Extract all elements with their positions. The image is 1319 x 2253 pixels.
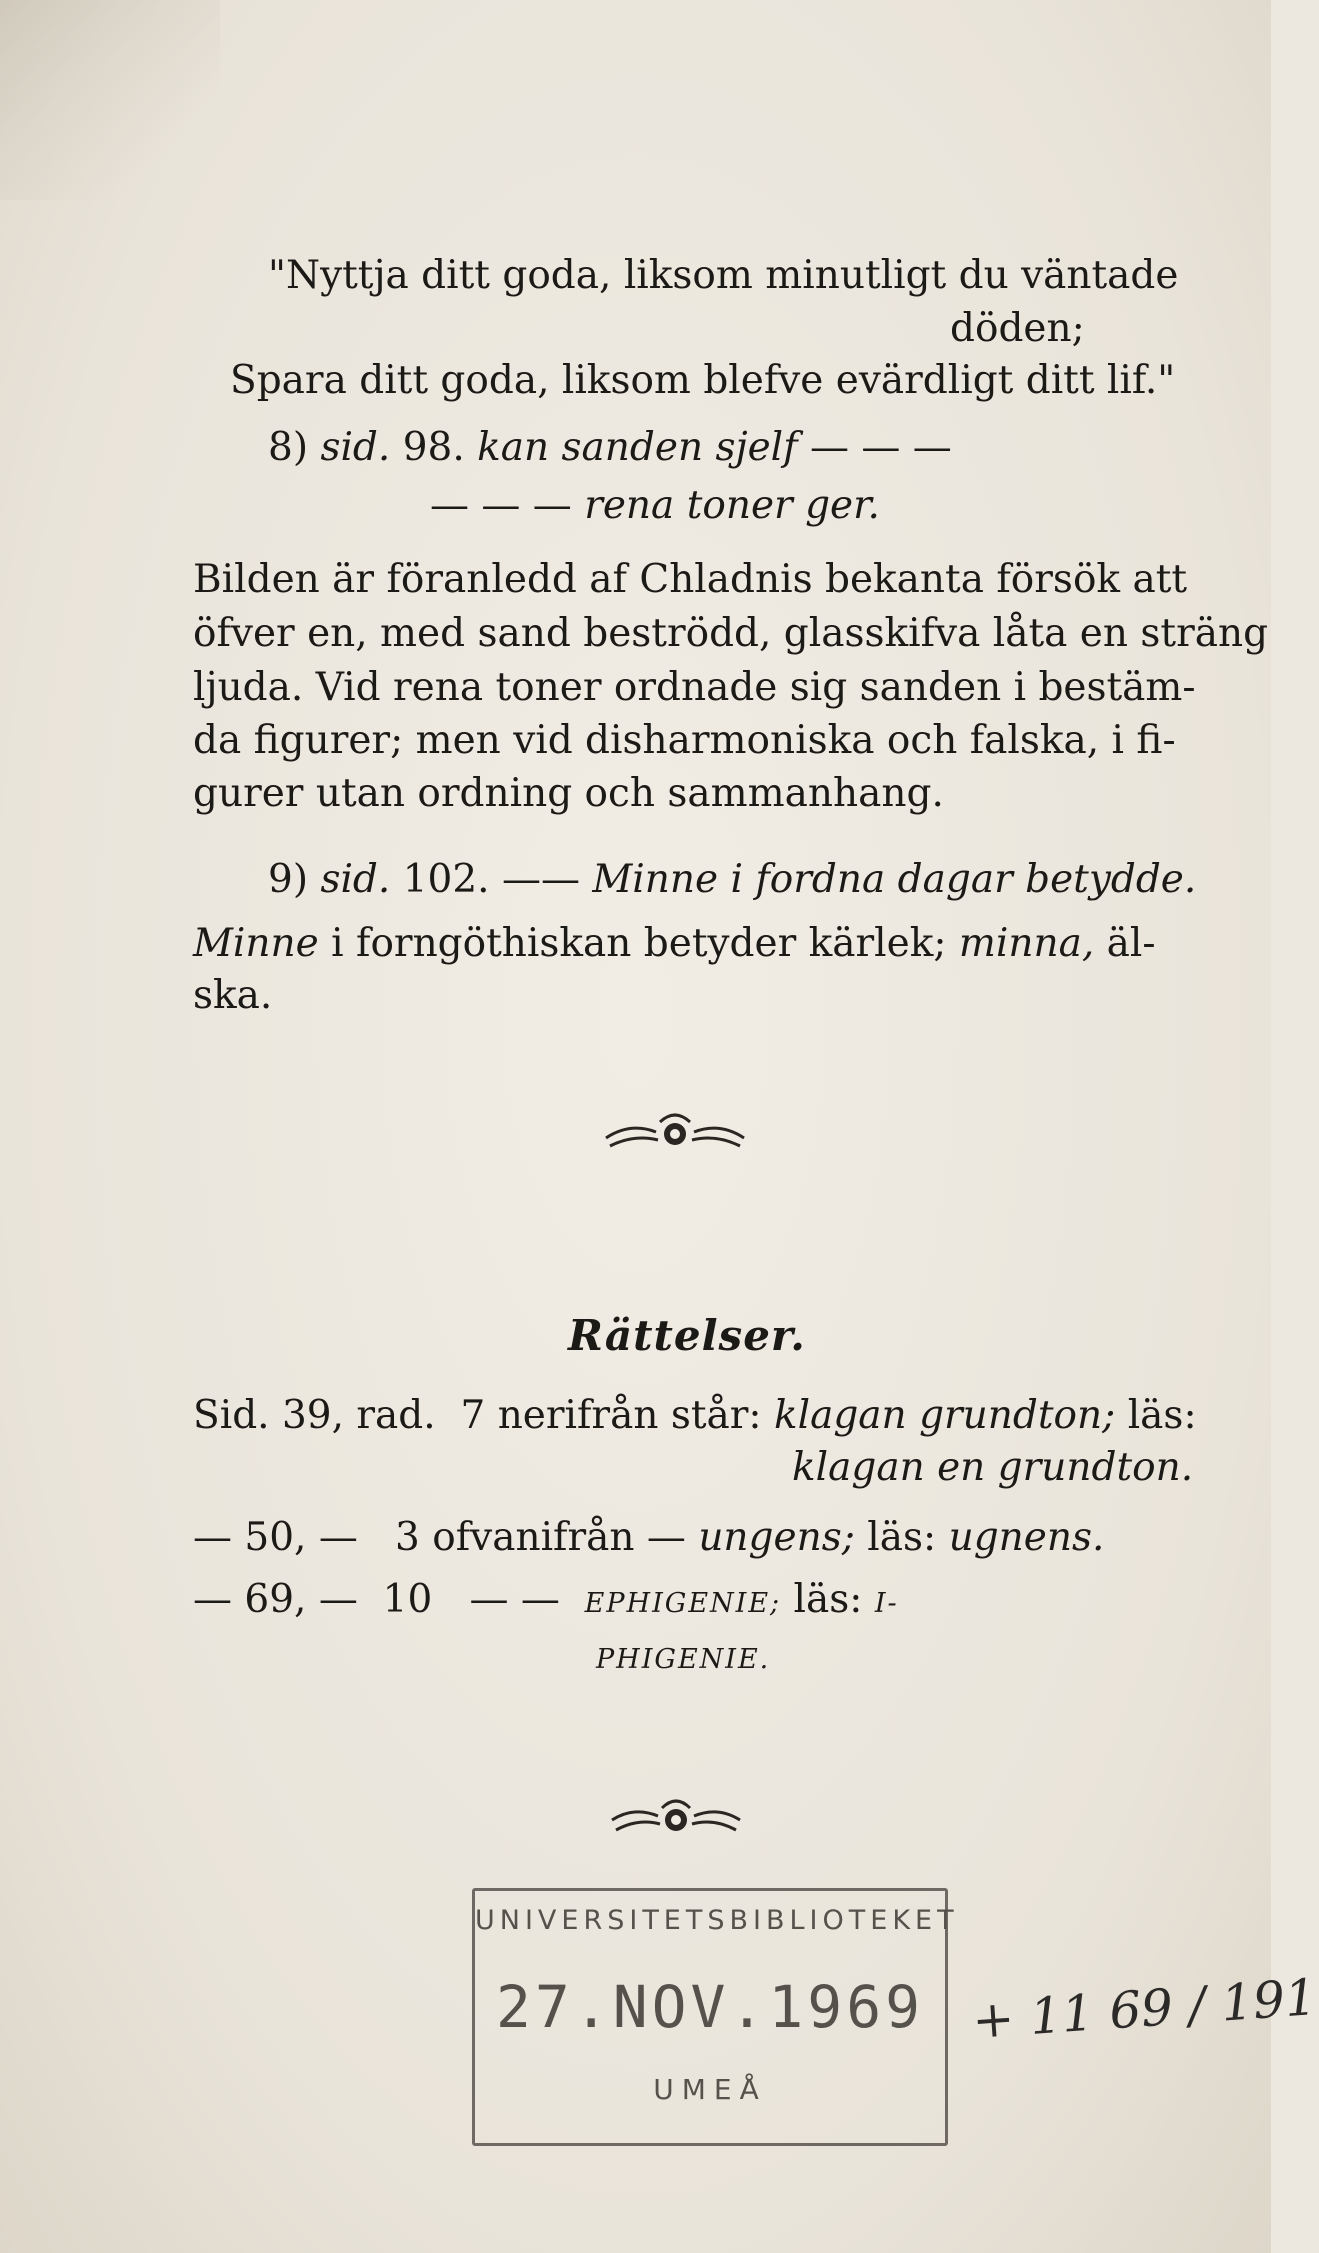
errata-row-2-sid: — 50, bbox=[193, 1515, 307, 1560]
errata-row-2-correct: ugnens. bbox=[948, 1515, 1105, 1560]
quote-line-1: "Nyttja ditt goda, liksom minutligt du väntade bbox=[268, 253, 1179, 298]
note-9-phrase: Minne i fordna dagar betydde. bbox=[592, 857, 1197, 902]
errata-row-3-sid: — 69, bbox=[193, 1577, 307, 1622]
minne-line-2: ska. bbox=[193, 973, 273, 1018]
errata-row-3-where: — — bbox=[469, 1577, 560, 1622]
library-stamp bbox=[472, 1888, 959, 2146]
stamp-library-name: UNIVERSITETSBIBLIOTEKET bbox=[475, 1905, 959, 1936]
errata-row-2 bbox=[193, 1514, 1104, 1562]
stamp-date: 27.NOV.1969 bbox=[495, 1973, 925, 2041]
page-fold-shadow bbox=[0, 0, 220, 200]
note-8-dashes-2: — — — bbox=[430, 483, 572, 528]
note-8-line-2 bbox=[430, 482, 880, 530]
quote-line-2: döden; bbox=[950, 306, 1085, 351]
errata-row-3 bbox=[193, 1576, 899, 1628]
errata-row-3-correct-2: PHIGENIE. bbox=[596, 1644, 771, 1675]
errata-row-2-where: ofvanifrån — bbox=[432, 1515, 686, 1560]
note-9-ref: sid. bbox=[320, 857, 391, 902]
errata-row-1-sid: Sid. 39, bbox=[193, 1393, 344, 1438]
minne-word: Minne bbox=[193, 921, 319, 966]
errata-row-3-num: 10 bbox=[382, 1577, 433, 1622]
minne-line-1 bbox=[193, 920, 1156, 968]
note-8-dashes: — — — bbox=[809, 425, 952, 470]
errata-row-2-num: 3 bbox=[395, 1515, 420, 1560]
paragraph-line-1: Bilden är föranledd af Chladnis bekanta försök att bbox=[193, 557, 1188, 602]
errata-row-2-rad: — bbox=[318, 1515, 358, 1560]
minne-text-2: äl- bbox=[1106, 921, 1156, 966]
errata-row-1-wrong: klagan grundton; bbox=[773, 1393, 1116, 1438]
errata-row-1-num: 7 bbox=[460, 1393, 486, 1438]
quote-line-3: Spara ditt goda, liksom blefve evärdligt ditt lif." bbox=[230, 358, 1176, 403]
paragraph-line-4: da figurer; men vid disharmoniska och falska, i fi- bbox=[193, 718, 1176, 763]
errata-row-3-las: läs: bbox=[793, 1577, 863, 1622]
paragraph-line-3: ljuda. Vid rena toner ordnade sig sanden i bestäm- bbox=[193, 665, 1196, 710]
note-8-phrase: kan sanden sjelf bbox=[477, 425, 798, 470]
note-8-phrase-2: rena toner ger. bbox=[584, 483, 880, 528]
errata-row-1-correct: klagan en grundton. bbox=[792, 1445, 1194, 1490]
errata-row-2-las: läs: bbox=[867, 1515, 937, 1560]
errata-row-3-correct: I- bbox=[874, 1588, 899, 1619]
handwritten-shelf-mark: + 11 69 / 191 bbox=[970, 1968, 1319, 2050]
note-9-dashes: —— bbox=[501, 857, 580, 902]
note-9-line bbox=[268, 856, 1196, 904]
errata-row-1 bbox=[193, 1392, 1197, 1440]
errata-row-3-wrong: EPHIGENIE; bbox=[584, 1588, 782, 1619]
note-8-line-1 bbox=[268, 424, 952, 472]
errata-row-1-las: läs: bbox=[1127, 1393, 1197, 1438]
errata-heading: Rättelser. bbox=[568, 1311, 806, 1360]
stamp-city: UMEÅ bbox=[653, 2073, 767, 2106]
note-8-ref: sid. bbox=[320, 425, 391, 470]
note-9-number: 9) bbox=[268, 857, 309, 902]
ornament-divider-2-icon bbox=[606, 1794, 746, 1842]
ornament-divider-icon bbox=[600, 1108, 750, 1156]
minne-word-2: minna, bbox=[958, 921, 1095, 966]
note-9-page: 102. bbox=[402, 857, 490, 902]
paragraph-line-5: gurer utan ordning och sammanhang. bbox=[193, 771, 944, 816]
note-8-number: 8) bbox=[268, 425, 309, 470]
note-8-page: 98. bbox=[402, 425, 465, 470]
errata-row-3-rad: — bbox=[318, 1577, 358, 1622]
errata-row-1-rad: rad. bbox=[356, 1393, 436, 1438]
paragraph-line-2: öfver en, med sand beströdd, glasskifva låta en sträng bbox=[193, 611, 1269, 656]
minne-text: i forngöthiskan betyder kärlek; bbox=[331, 921, 947, 966]
errata-row-2-wrong: ungens; bbox=[698, 1515, 855, 1560]
errata-row-1-where: nerifrån står: bbox=[497, 1393, 762, 1438]
